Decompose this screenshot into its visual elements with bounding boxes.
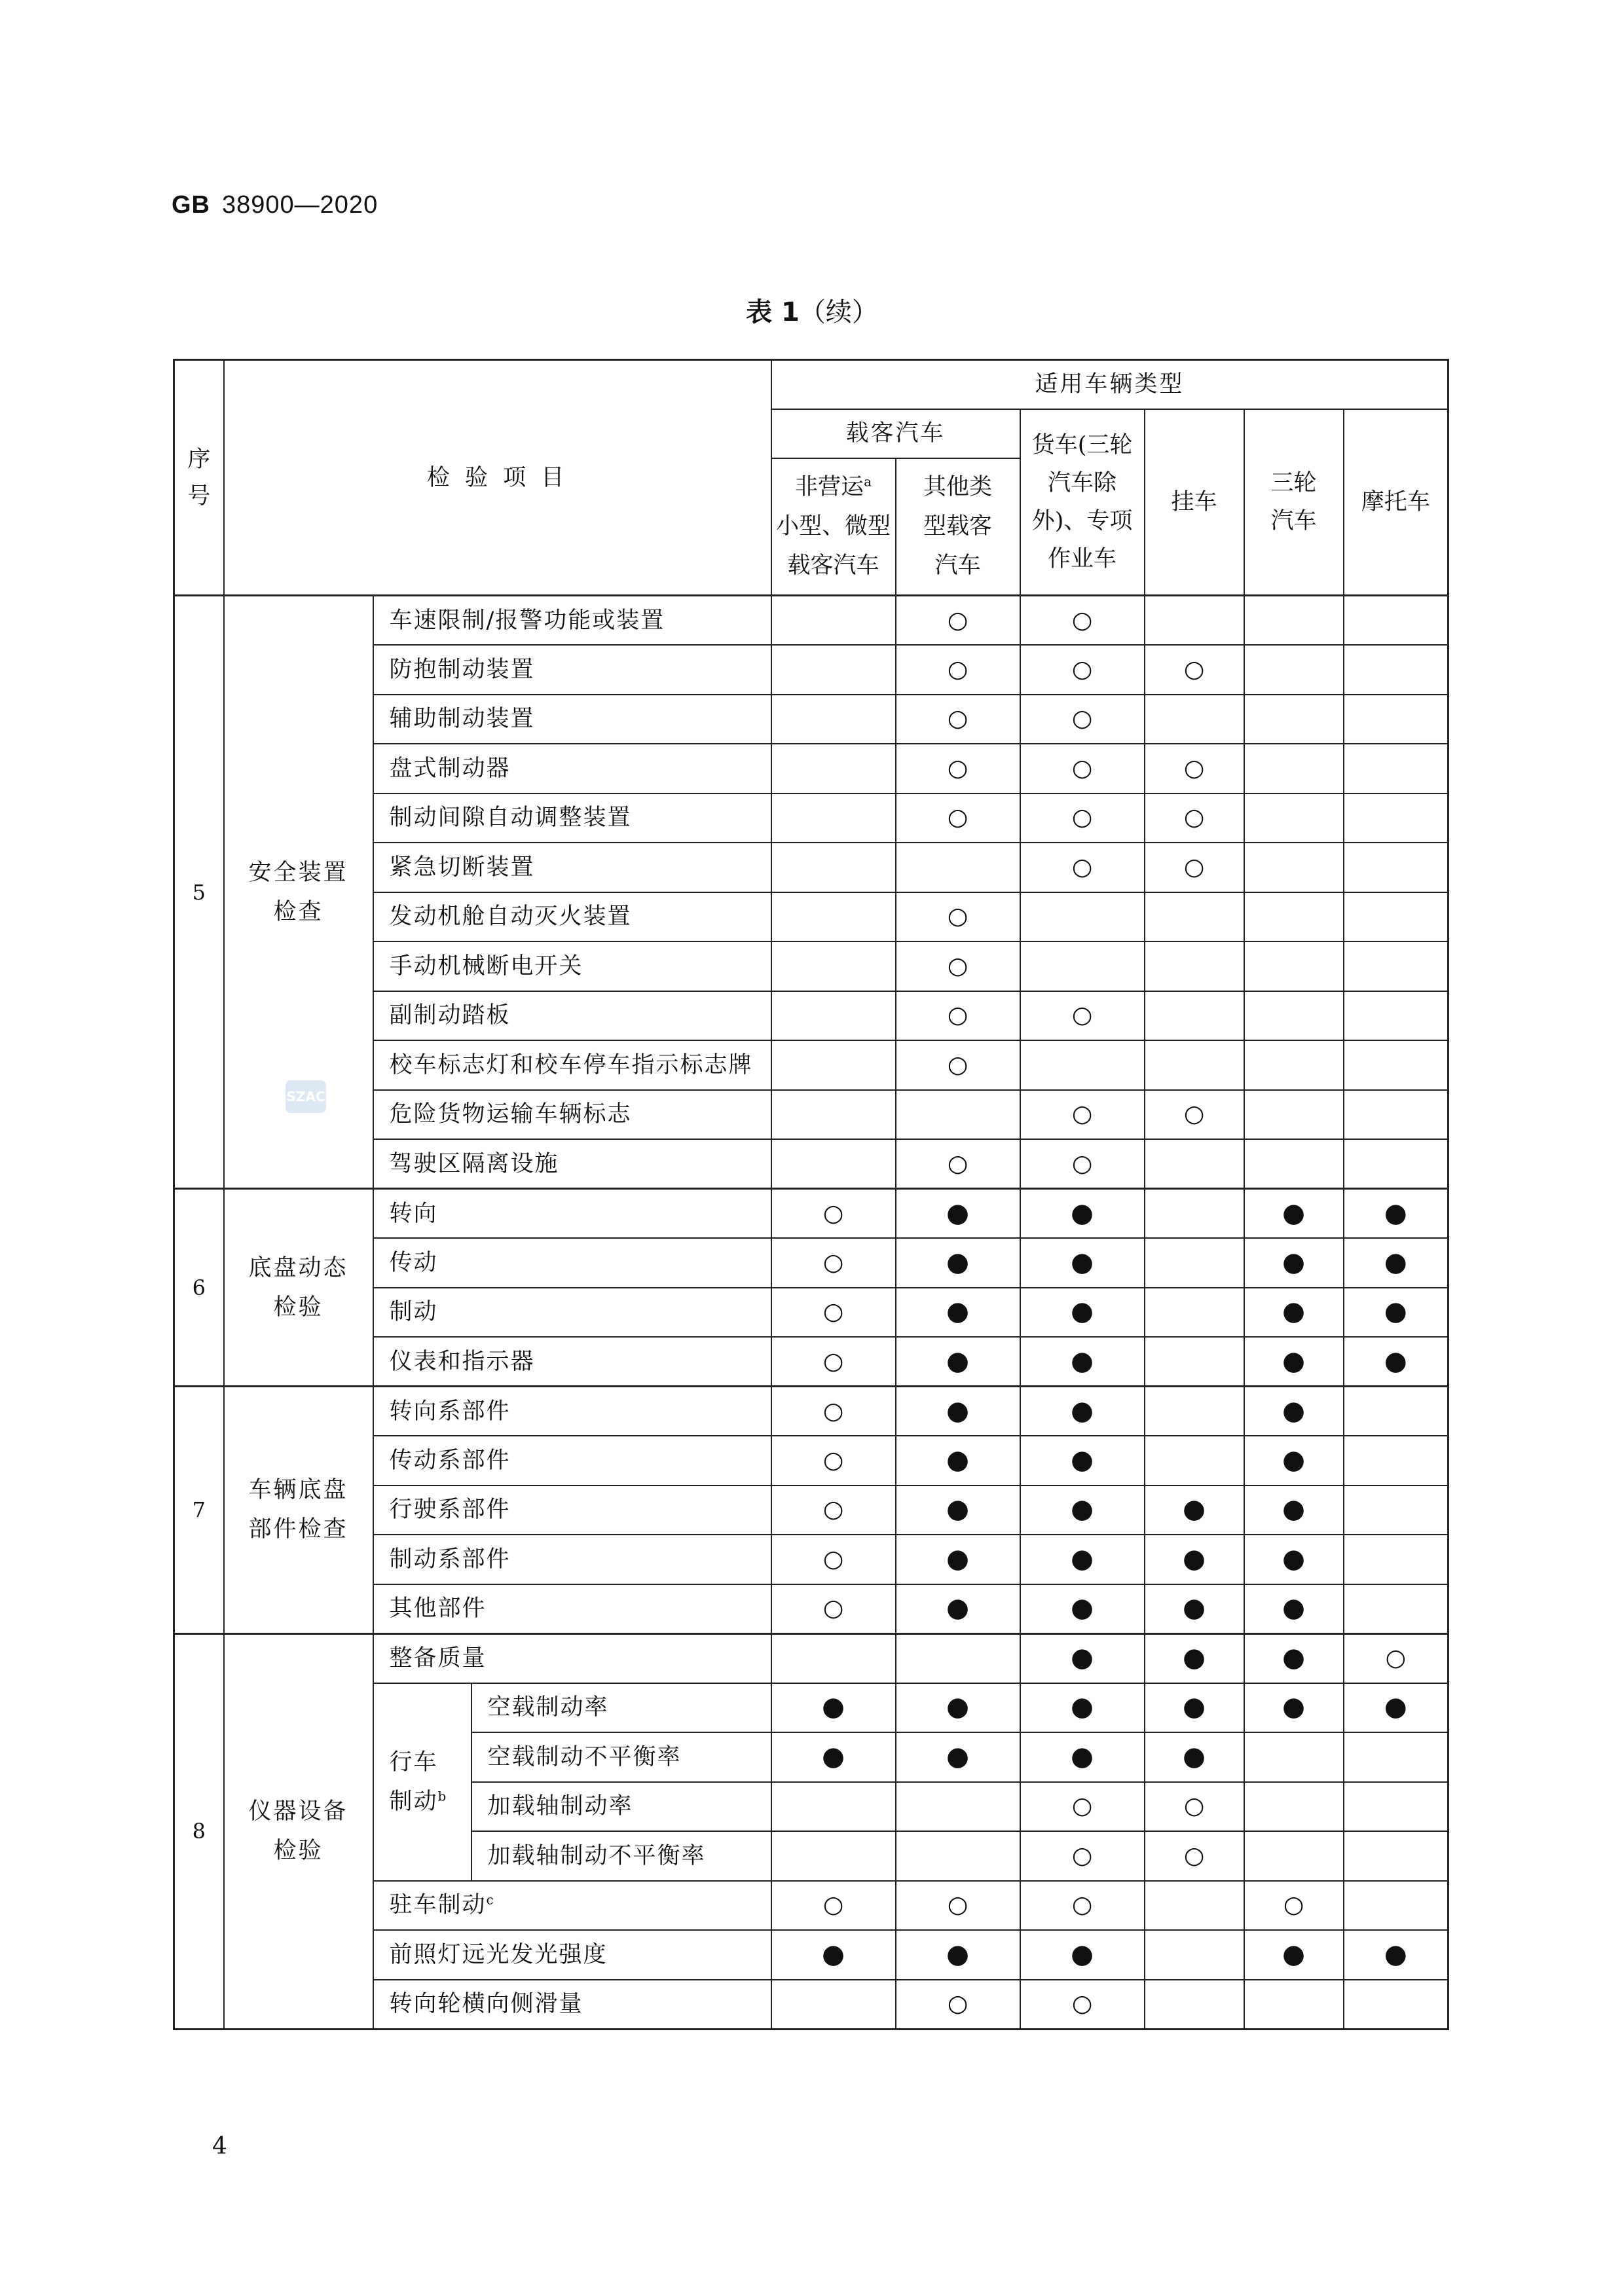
empty-cell	[1344, 744, 1449, 793]
required-mark: ●	[896, 1387, 1020, 1436]
optional-mark: ○	[1020, 645, 1145, 695]
required-mark: ●	[1244, 1288, 1344, 1338]
required-mark: ●	[771, 1732, 896, 1782]
header-item: 检 验 项 目	[224, 360, 771, 596]
empty-cell	[1344, 1535, 1449, 1584]
group-name: 安全装置检查	[224, 596, 373, 1189]
required-mark: ●	[1244, 1238, 1344, 1288]
item-label: 辅助制动装置	[373, 695, 771, 744]
empty-cell	[771, 892, 896, 942]
empty-cell	[1344, 892, 1449, 942]
table-row	[174, 1189, 1449, 1239]
empty-cell	[1344, 1584, 1449, 1634]
required-mark: ●	[1020, 1189, 1145, 1239]
empty-cell	[1145, 1881, 1244, 1931]
required-mark: ●	[896, 1584, 1020, 1634]
empty-cell	[1244, 941, 1344, 991]
optional-mark: ○	[771, 1881, 896, 1931]
empty-cell	[1344, 843, 1449, 892]
szac-watermark-logo: SZAC	[286, 1080, 326, 1113]
empty-cell	[896, 1090, 1020, 1140]
empty-cell	[1145, 1288, 1244, 1338]
required-mark: ●	[896, 1189, 1020, 1239]
optional-mark: ○	[1145, 645, 1244, 695]
optional-mark: ○	[1020, 1090, 1145, 1140]
empty-cell	[1145, 892, 1244, 942]
empty-cell	[1344, 695, 1449, 744]
item-label: 转向系部件	[373, 1387, 771, 1436]
item-label: 制动系部件	[373, 1535, 771, 1584]
empty-cell	[1344, 1485, 1449, 1535]
required-mark: ●	[1244, 1337, 1344, 1387]
empty-cell	[771, 1040, 896, 1090]
empty-cell	[1244, 1139, 1344, 1189]
header-passenger-group: 载客汽车	[771, 409, 1020, 458]
empty-cell	[1344, 645, 1449, 695]
optional-mark: ○	[896, 1980, 1020, 2030]
optional-mark: ○	[771, 1436, 896, 1485]
optional-mark: ○	[1020, 793, 1145, 843]
empty-cell	[1145, 941, 1244, 991]
empty-cell	[771, 1980, 896, 2030]
optional-mark: ○	[896, 1139, 1020, 1189]
required-mark: ●	[896, 1238, 1020, 1288]
empty-cell	[1244, 744, 1344, 793]
empty-cell	[1244, 1831, 1344, 1881]
empty-cell	[896, 1782, 1020, 1832]
optional-mark: ○	[771, 1387, 896, 1436]
empty-cell	[1244, 1040, 1344, 1090]
required-mark: ●	[1145, 1732, 1244, 1782]
required-mark: ●	[771, 1930, 896, 1980]
item-label: 危险货物运输车辆标志	[373, 1090, 771, 1140]
optional-mark: ○	[896, 695, 1020, 744]
header-noncommercial: 非营运$^a$ 小型、微型载客汽车	[771, 458, 896, 596]
empty-cell	[1244, 1782, 1344, 1832]
item-label: 整备质量	[373, 1633, 771, 1683]
optional-mark: ○	[1020, 1831, 1145, 1881]
optional-mark: ○	[896, 645, 1020, 695]
empty-cell	[771, 596, 896, 646]
empty-cell	[771, 793, 896, 843]
item-label: 手动机械断电开关	[373, 941, 771, 991]
empty-cell	[1145, 1930, 1244, 1980]
required-mark: ●	[1020, 1238, 1145, 1288]
empty-cell	[1244, 695, 1344, 744]
optional-mark: ○	[1020, 1782, 1145, 1832]
optional-mark: ○	[771, 1288, 896, 1338]
required-mark: ●	[1145, 1633, 1244, 1683]
required-mark: ●	[1020, 1337, 1145, 1387]
empty-cell	[1244, 991, 1344, 1041]
empty-cell	[1244, 793, 1344, 843]
empty-cell	[1344, 941, 1449, 991]
required-mark: ●	[1020, 1485, 1145, 1535]
required-mark: ●	[1344, 1288, 1449, 1338]
empty-cell	[1020, 941, 1145, 991]
empty-cell	[771, 1831, 896, 1881]
optional-mark: ○	[1244, 1881, 1344, 1931]
table-title	[0, 291, 1624, 329]
required-mark: ●	[1244, 1485, 1344, 1535]
empty-cell	[1344, 1387, 1449, 1436]
required-mark: ●	[1244, 1584, 1344, 1634]
required-mark: ●	[1344, 1189, 1449, 1239]
required-mark: ●	[1344, 1683, 1449, 1733]
empty-cell	[1145, 695, 1244, 744]
optional-mark: ○	[771, 1535, 896, 1584]
empty-cell	[1244, 1980, 1344, 2030]
empty-cell	[1145, 1436, 1244, 1485]
table-row	[174, 596, 1449, 646]
required-mark: ●	[1244, 1633, 1344, 1683]
required-mark: ●	[1244, 1930, 1344, 1980]
optional-mark: ○	[896, 1881, 1020, 1931]
empty-cell	[1344, 793, 1449, 843]
item-label: 盘式制动器	[373, 744, 771, 793]
item-label: 制动间隙自动调整装置	[373, 793, 771, 843]
item-label: 行驶系部件	[373, 1485, 771, 1535]
group-name: 仪器设备检验	[224, 1633, 373, 2029]
empty-cell	[1244, 645, 1344, 695]
optional-mark: ○	[1145, 1090, 1244, 1140]
item-label: 驾驶区隔离设施	[373, 1139, 771, 1189]
empty-cell	[771, 645, 896, 695]
empty-cell	[771, 1633, 896, 1683]
optional-mark: ○	[1145, 843, 1244, 892]
optional-mark: ○	[896, 941, 1020, 991]
empty-cell	[1145, 1040, 1244, 1090]
optional-mark: ○	[771, 1584, 896, 1634]
optional-mark: ○	[1344, 1633, 1449, 1683]
item-label: 前照灯远光发光强度	[373, 1930, 771, 1980]
optional-mark: ○	[771, 1189, 896, 1239]
required-mark: ●	[1145, 1535, 1244, 1584]
optional-mark: ○	[1020, 1980, 1145, 2030]
item-label: 转向轮横向侧滑量	[373, 1980, 771, 2030]
optional-mark: ○	[1020, 1881, 1145, 1931]
empty-cell	[1344, 1090, 1449, 1140]
empty-cell	[1145, 1238, 1244, 1288]
required-mark: ●	[1020, 1387, 1145, 1436]
optional-mark: ○	[1020, 1139, 1145, 1189]
item-label: 转向	[373, 1189, 771, 1239]
required-mark: ●	[1344, 1238, 1449, 1288]
required-mark: ●	[896, 1436, 1020, 1485]
optional-mark: ○	[1020, 991, 1145, 1041]
required-mark: ●	[1020, 1633, 1145, 1683]
empty-cell	[1344, 596, 1449, 646]
header-tricycle: 三轮汽车	[1244, 409, 1344, 596]
required-mark: ●	[1145, 1485, 1244, 1535]
subgroup-name: 行车制动$^b$	[373, 1683, 471, 1881]
optional-mark: ○	[771, 1485, 896, 1535]
required-mark: ●	[1020, 1535, 1145, 1584]
page-number: 4	[212, 2133, 227, 2160]
item-label: 车速限制/报警功能或装置	[373, 596, 771, 646]
item-label: 驻车制动$^c$	[373, 1881, 771, 1931]
empty-cell	[771, 1139, 896, 1189]
item-label: 紧急切断装置	[373, 843, 771, 892]
table-number: 表 1	[746, 297, 800, 327]
empty-cell	[1020, 1040, 1145, 1090]
optional-mark: ○	[1145, 1782, 1244, 1832]
header-seq: 序 号	[174, 360, 224, 596]
item-label: 发动机舱自动灭火装置	[373, 892, 771, 942]
group-name: 车辆底盘部件检查	[224, 1387, 373, 1634]
required-mark: ●	[1344, 1930, 1449, 1980]
item-label: 防抱制动装置	[373, 645, 771, 695]
empty-cell	[1145, 1980, 1244, 2030]
empty-cell	[1145, 1337, 1244, 1387]
empty-cell	[896, 843, 1020, 892]
optional-mark: ○	[896, 1040, 1020, 1090]
optional-mark: ○	[896, 991, 1020, 1041]
empty-cell	[1344, 1040, 1449, 1090]
table-row	[174, 1387, 1449, 1436]
group-seq: 7	[174, 1387, 224, 1634]
optional-mark: ○	[896, 744, 1020, 793]
empty-cell	[771, 1782, 896, 1832]
required-mark: ●	[1020, 1930, 1145, 1980]
empty-cell	[1145, 596, 1244, 646]
header-truck: 货车(三轮汽车除外)、专项作业车	[1020, 409, 1145, 596]
table-title-suffix: （续）	[799, 297, 878, 327]
empty-cell	[1344, 1436, 1449, 1485]
empty-cell	[1344, 991, 1449, 1041]
group-seq: 8	[174, 1633, 224, 2029]
empty-cell	[1244, 596, 1344, 646]
optional-mark: ○	[1020, 744, 1145, 793]
required-mark: ●	[896, 1485, 1020, 1535]
required-mark: ●	[1244, 1387, 1344, 1436]
standard-prefix: GB	[172, 191, 210, 219]
optional-mark: ○	[1020, 596, 1145, 646]
required-mark: ●	[896, 1732, 1020, 1782]
standard-code	[172, 191, 378, 219]
required-mark: ●	[1244, 1683, 1344, 1733]
item-label: 加载轴制动率	[471, 1782, 771, 1832]
required-mark: ●	[1020, 1584, 1145, 1634]
empty-cell	[1244, 892, 1344, 942]
empty-cell	[771, 843, 896, 892]
empty-cell	[1344, 1782, 1449, 1832]
required-mark: ●	[896, 1288, 1020, 1338]
empty-cell	[1244, 1090, 1344, 1140]
required-mark: ●	[1020, 1436, 1145, 1485]
required-mark: ●	[1244, 1189, 1344, 1239]
item-label: 传动系部件	[373, 1436, 771, 1485]
required-mark: ●	[1145, 1683, 1244, 1733]
empty-cell	[1344, 1980, 1449, 2030]
group-name: 底盘动态检验	[224, 1189, 373, 1387]
empty-cell	[1145, 1387, 1244, 1436]
required-mark: ●	[1020, 1683, 1145, 1733]
item-label: 空载制动不平衡率	[471, 1732, 771, 1782]
header-applicable: 适用车辆类型	[771, 360, 1449, 409]
optional-mark: ○	[896, 892, 1020, 942]
optional-mark: ○	[1145, 1831, 1244, 1881]
required-mark: ●	[1344, 1337, 1449, 1387]
item-label: 仪表和指示器	[373, 1337, 771, 1387]
item-label: 空载制动率	[471, 1683, 771, 1733]
required-mark: ●	[1020, 1288, 1145, 1338]
group-seq: 5	[174, 596, 224, 1189]
optional-mark: ○	[1145, 793, 1244, 843]
required-mark: ●	[1145, 1584, 1244, 1634]
empty-cell	[896, 1831, 1020, 1881]
standard-number: 38900—2020	[222, 191, 378, 219]
empty-cell	[1020, 892, 1145, 942]
inspection-table	[173, 359, 1449, 2030]
header-motorcycle: 摩托车	[1344, 409, 1449, 596]
required-mark: ●	[1020, 1732, 1145, 1782]
required-mark: ●	[896, 1683, 1020, 1733]
item-label: 其他部件	[373, 1584, 771, 1634]
table-row	[174, 1633, 1449, 1683]
optional-mark: ○	[1020, 843, 1145, 892]
empty-cell	[896, 1633, 1020, 1683]
empty-cell	[771, 695, 896, 744]
required-mark: ●	[1244, 1436, 1344, 1485]
empty-cell	[771, 991, 896, 1041]
empty-cell	[1244, 843, 1344, 892]
empty-cell	[1244, 1732, 1344, 1782]
optional-mark: ○	[896, 793, 1020, 843]
item-label: 加载轴制动不平衡率	[471, 1831, 771, 1881]
empty-cell	[771, 744, 896, 793]
required-mark: ●	[771, 1683, 896, 1733]
required-mark: ●	[1244, 1535, 1344, 1584]
required-mark: ●	[896, 1930, 1020, 1980]
empty-cell	[1344, 1831, 1449, 1881]
optional-mark: ○	[1145, 744, 1244, 793]
empty-cell	[1145, 1189, 1244, 1239]
item-label: 传动	[373, 1238, 771, 1288]
empty-cell	[771, 941, 896, 991]
required-mark: ●	[896, 1535, 1020, 1584]
item-label: 制动	[373, 1288, 771, 1338]
optional-mark: ○	[771, 1238, 896, 1288]
header-other-passenger: 其他类型载客汽车	[896, 458, 1020, 596]
empty-cell	[1344, 1139, 1449, 1189]
empty-cell	[1145, 1139, 1244, 1189]
empty-cell	[771, 1090, 896, 1140]
empty-cell	[1145, 991, 1244, 1041]
optional-mark: ○	[896, 596, 1020, 646]
empty-cell	[1344, 1881, 1449, 1931]
optional-mark: ○	[771, 1337, 896, 1387]
required-mark: ●	[896, 1337, 1020, 1387]
item-label: 副制动踏板	[373, 991, 771, 1041]
optional-mark: ○	[1020, 695, 1145, 744]
empty-cell	[1344, 1732, 1449, 1782]
header-trailer: 挂车	[1145, 409, 1244, 596]
group-seq: 6	[174, 1189, 224, 1387]
item-label: 校车标志灯和校车停车指示标志牌	[373, 1040, 771, 1090]
